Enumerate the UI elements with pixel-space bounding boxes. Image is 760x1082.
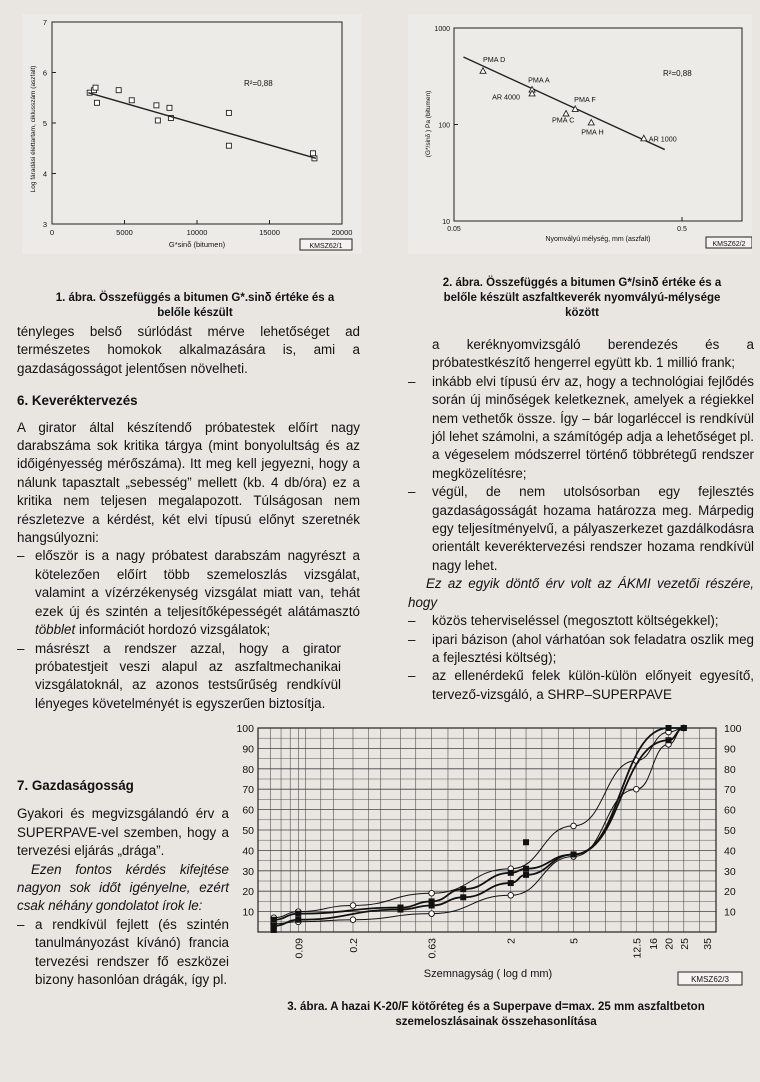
- list-dash: –: [408, 613, 416, 629]
- figure-code: KMSZ62/1: [309, 243, 343, 250]
- y-tick-label: 30: [242, 865, 254, 878]
- point-label: PMA C: [552, 115, 575, 125]
- figure-code: KMSZ62/2: [712, 241, 746, 248]
- y-tick-label: 7: [42, 18, 47, 27]
- x-tick-label: 0.05: [447, 226, 461, 233]
- y-tick-label: 1000: [434, 26, 450, 33]
- data-point: [666, 725, 672, 731]
- x-tick-label: 12.5: [631, 938, 644, 959]
- right-column: [408, 336, 754, 704]
- list-item-text: [35, 547, 360, 639]
- data-point: [271, 917, 277, 923]
- data-point: [460, 894, 466, 900]
- data-point: [397, 905, 403, 911]
- paragraph: Ez az egyik döntő érv volt az ÁKMI vezetői részére, hogy: [408, 576, 754, 610]
- list-item: [408, 483, 754, 575]
- point-label: PMA D: [482, 54, 506, 64]
- data-point: [350, 917, 356, 923]
- data-point: [681, 725, 687, 731]
- trendline: [88, 93, 316, 159]
- list-item-text: végül, de nem utolsósorban egy fejlesztés gazdaságosságát hozama határozza meg. Márpedig egy teljesítményelvű, a pályaszerkezet gazdálkodásra orientált keveréktervezési rendszer hozama rendkívül nagy lehet.: [432, 484, 754, 573]
- data-point: [523, 872, 529, 878]
- data-point: [429, 911, 435, 917]
- list-item: [408, 373, 754, 483]
- list-item: [408, 667, 754, 704]
- list-item-text: inkább elvi típusú érv az, hogy a technológiai fejlődés során új minőségek keletkeznek, amelyek a régiekkel nem vethetők össze. Így – bár logarléccel is rendkívül jól lehet számolni, a számítógép adja a lehetőséget pl. a végeselem módszerrel történő többrétegű rendszer megközelítésre;: [432, 373, 754, 481]
- y-tick-label-right: 90: [724, 743, 736, 756]
- x-axis-label: Szemnagyság ( log d mm): [423, 968, 553, 980]
- y-tick-label-right: 50: [724, 825, 736, 837]
- left-column: [17, 323, 360, 713]
- x-tick-label: 16: [648, 938, 661, 950]
- caption-line: 3. ábra. A hazai K-20/F kötőréteg és a Superpave d=max. 25 mm aszfaltbeton: [287, 1001, 705, 1013]
- y-tick-label-right: 70: [724, 784, 736, 797]
- data-point: [571, 823, 577, 829]
- r2-annotation: R²=0,88: [244, 79, 273, 88]
- y-tick-label: 100: [438, 122, 450, 130]
- data-point: [571, 851, 577, 857]
- list-item-text: [35, 640, 341, 714]
- data-point: [129, 98, 134, 103]
- y-tick-label: 3: [42, 220, 47, 229]
- figure-1-chart: [22, 14, 362, 254]
- x-tick-label: 0.2: [347, 938, 360, 953]
- y-tick-label: 4: [42, 169, 47, 179]
- data-point: [429, 890, 435, 896]
- point-label: AR 4000: [492, 92, 521, 102]
- list-text-part: először is a nagy próbatest darabszám nagyrészt a kötelezően előírt több szemeloszlás vizsgálat, valamint a vízérzékenység vizsgálat miatt van, tehát ezek új és szintén a teljesítőképességét alátámasztó: [35, 548, 360, 619]
- y-tick-label: 70: [242, 784, 254, 797]
- data-point: [523, 839, 529, 845]
- y-tick-label: 100: [236, 723, 254, 735]
- y-tick-label-right: 30: [724, 865, 736, 878]
- y-tick-label: 60: [242, 804, 254, 817]
- data-point: [588, 119, 594, 125]
- figure-3-chart: [230, 722, 758, 997]
- y-tick-label: 5: [42, 119, 47, 128]
- list-dash: –: [408, 631, 416, 647]
- y-tick-label-right: 60: [724, 804, 736, 817]
- y-tick-label: 50: [242, 825, 254, 837]
- y-tick-label: 80: [242, 763, 254, 776]
- paragraph: Ezen fontos kérdés kifejtése nagyon sok időt igényelne, ezért csak néhány gondolatot írok le:: [17, 861, 229, 914]
- data-point: [154, 103, 159, 108]
- x-tick-label: 35: [701, 938, 714, 950]
- data-point: [350, 903, 356, 909]
- list-text-italic: többlet: [35, 622, 76, 638]
- x-tick-label: 2: [505, 938, 518, 944]
- caption-line: belőle készült: [157, 307, 233, 319]
- data-point: [226, 110, 231, 115]
- y-tick-label: 6: [42, 68, 47, 78]
- list-dash: –: [17, 548, 25, 564]
- caption-line: 2. ábra. Összefüggés a bitumen G*/sinδ értéke és a: [442, 277, 722, 289]
- data-point: [480, 68, 486, 74]
- x-tick-label: 15000: [259, 228, 280, 237]
- data-point: [508, 870, 514, 876]
- list-item: [408, 612, 754, 630]
- plot-frame: [52, 22, 342, 224]
- data-point: [666, 737, 672, 743]
- y-tick-label: 10: [242, 906, 254, 919]
- y-tick-label: 40: [242, 845, 254, 858]
- list-item-text: a rendkívül fejlett (és szintén tanulmányozást kívánó) francia tervezési rendszer fő eszközei bizony hasonlóan drágák, így pl.: [35, 916, 229, 988]
- paragraph: Gyakori és megvizsgálandó érv a SUPERPAVE-vel szemben, hogy a tervezési eljárás „drága”.: [17, 806, 229, 859]
- x-tick-label: 0: [49, 228, 55, 237]
- x-tick-label: 25: [678, 938, 691, 950]
- x-tick-label: 20000: [331, 228, 353, 237]
- x-tick-label: 0.09: [293, 938, 306, 959]
- y-tick-label-right: 80: [724, 763, 736, 776]
- list-dash: –: [408, 484, 416, 500]
- y-tick-label-right: 100: [724, 723, 742, 735]
- y-tick-label: 10: [442, 219, 450, 226]
- data-point: [167, 105, 172, 110]
- data-point: [116, 88, 121, 93]
- left-column-lower: [17, 777, 229, 989]
- list-text-part: másrészt a rendszer azzal, hogy a girator próbatestjeit veszi alapul az aszfaltmechanikai vizsgálatoknál, az azonos testsűrűség rendkívül lényeges követelményét is egyszerűen biztosítja.: [35, 640, 341, 711]
- data-point: [155, 118, 160, 123]
- data-point: [93, 85, 98, 90]
- paragraph: A girator által készítendő próbatestek előírt nagy darabszáma sok kritika tárgya (mint bonyolultság és az időigényesség mérőszáma). Itt meg kell jegyezni, hogy a nálunk tapasztalt „sebesség” mellett (kb. 4 db/óra) ez a kritika nem teljesen megalapozott. Túlságosan nem részletezve a kérdést, két elvi típusú előnyt szeretnék hangsúlyozni:: [17, 419, 360, 546]
- x-tick-label: 5000: [116, 228, 133, 237]
- data-point: [460, 886, 466, 892]
- caption-line: 1. ábra. Összefüggés a bitumen G*.sinδ értéke és a: [55, 292, 335, 304]
- point-label: PMA A: [528, 75, 550, 85]
- data-point: [429, 898, 435, 904]
- point-label: AR 1000: [648, 134, 677, 144]
- figure-1-caption: [10, 291, 380, 321]
- list-item: [408, 631, 754, 668]
- y-tick-label: 90: [242, 743, 254, 756]
- trendline: [463, 54, 664, 150]
- figure-code: KMSZ62/3: [691, 975, 729, 984]
- x-tick-label: 20: [663, 938, 676, 950]
- figure-3-caption: [236, 1000, 756, 1030]
- y-tick-label-right: 10: [724, 906, 736, 919]
- figure-2-caption: [408, 276, 756, 321]
- data-point: [508, 892, 514, 898]
- data-point: [508, 880, 514, 886]
- list-dash: –: [17, 640, 25, 656]
- caption-line: belőle készült aszfaltkeverék nyomvályú-mélysége: [443, 292, 721, 304]
- y-tick-label-right: 40: [724, 845, 736, 858]
- data-point: [295, 911, 301, 917]
- list-item-text: közös teherviseléssel (megosztott költségekkel);: [432, 613, 719, 629]
- list-dash: –: [408, 668, 416, 684]
- x-axis-label: G*sinδ (bitumen): [168, 240, 226, 249]
- list-item-text: ipari bázison (ahol várhatóan sok feladatra oszlik meg a fejlesztési költség);: [432, 631, 754, 665]
- x-axis-label: Nyomvályú mélység, mm (aszfalt): [545, 236, 651, 243]
- list-item: [17, 916, 229, 990]
- data-point: [311, 151, 316, 156]
- data-point: [94, 100, 99, 105]
- data-point: [226, 143, 231, 148]
- x-tick-label: 0.5: [677, 226, 687, 233]
- figure-1: [22, 14, 362, 254]
- figure-3: [230, 722, 758, 997]
- list-item: [17, 547, 360, 639]
- data-point: [634, 786, 640, 792]
- point-label: PMA H: [581, 127, 604, 137]
- x-tick-label: 5: [568, 938, 581, 944]
- caption-line: szemeloszlásainak összehasonlítása: [395, 1016, 597, 1028]
- list-dash: –: [408, 373, 416, 389]
- list-item: [17, 640, 360, 714]
- paragraph: tényleges belső súrlódást mérve lehetőséget ad természetes homokok alkalmazására is, ami a gazdaságosságot jelentősen növelheti.: [17, 324, 360, 376]
- list-dash: –: [17, 916, 25, 932]
- x-tick-label: 0.63: [426, 938, 439, 959]
- figure-2: [408, 14, 752, 254]
- y-axis-label: (G*/sinδ ) Pa (bitumen): [425, 90, 432, 158]
- x-tick-label: 10000: [186, 228, 208, 237]
- data-point: [271, 927, 277, 933]
- y-axis-label: Log fáradási élettartam, ciklusszám (aszfalt): [30, 65, 37, 193]
- list-text-part: információt hordozó vizsgálatok;: [78, 622, 271, 638]
- y-tick-label: 20: [242, 886, 254, 899]
- data-point: [295, 917, 301, 923]
- list-item-text: az ellenérdekű felek külön-külön előnyeit egyesítő, tervező-vizsgáló, a SHRP–SUPERPAVE: [432, 668, 754, 702]
- r2-annotation: R²=0,88: [663, 69, 692, 78]
- data-point: [641, 135, 647, 141]
- caption-line: között: [565, 307, 599, 319]
- section-heading-7: 7. Gazdaságosság: [17, 778, 134, 793]
- section-heading-6: 6. Keveréktervezés: [17, 393, 138, 409]
- point-label: PMA F: [574, 94, 596, 104]
- data-point: [523, 866, 529, 872]
- y-tick-label-right: 20: [724, 886, 736, 899]
- figure-2-chart: [408, 14, 752, 254]
- paragraph: a keréknyomvizsgáló berendezés és a próbatestkészítő hengerrel együtt kb. 1 millió frank;: [432, 337, 754, 371]
